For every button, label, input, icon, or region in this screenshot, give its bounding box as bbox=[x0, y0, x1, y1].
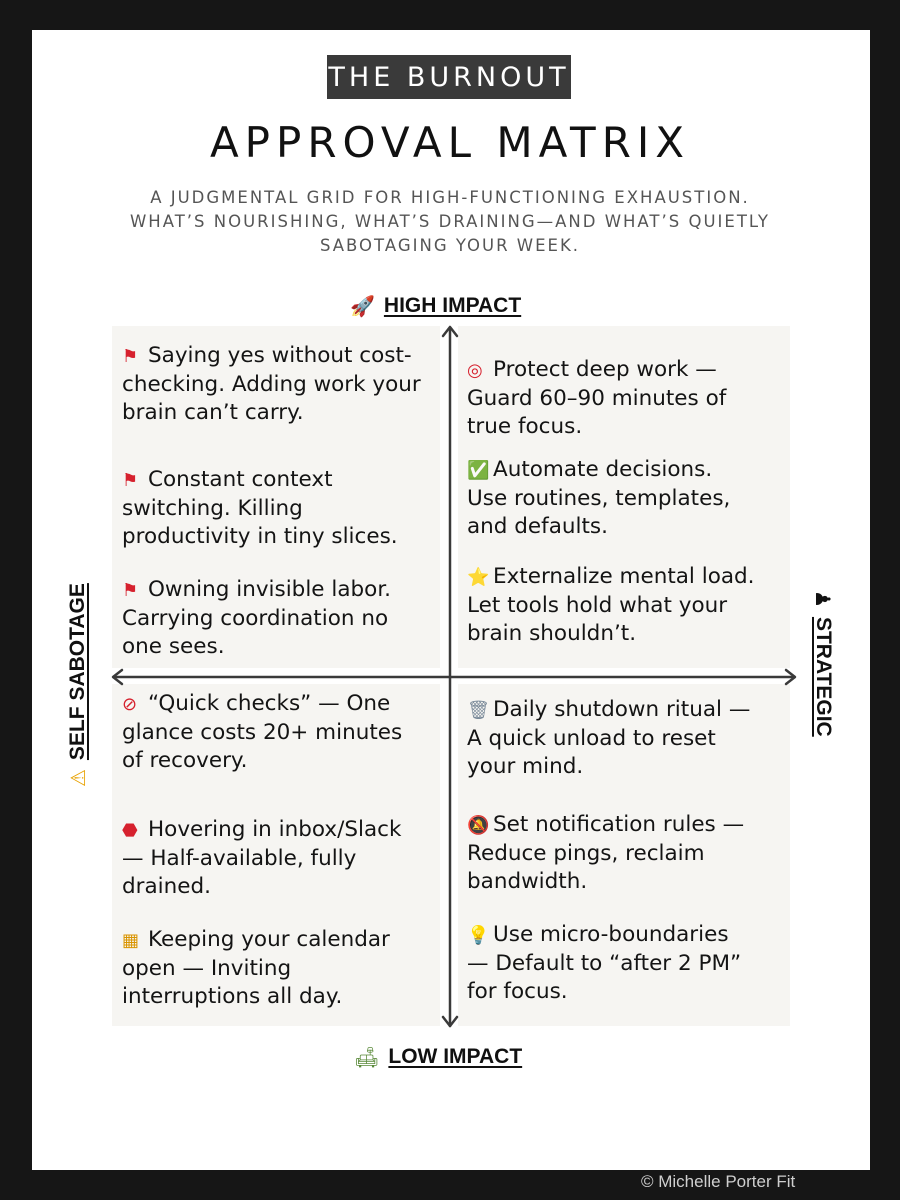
item-line: drained. bbox=[122, 874, 211, 899]
item-line: Use routines, templates, bbox=[467, 486, 731, 511]
rocket-icon: 🚀 bbox=[350, 294, 375, 318]
item-line: glance costs 20+ minutes bbox=[122, 720, 403, 745]
item-line: “Quick checks” — One bbox=[148, 691, 391, 716]
red-flag-icon: ⚑ bbox=[122, 580, 139, 601]
item-line: brain can’t carry. bbox=[122, 400, 304, 425]
star-icon: ⭐ bbox=[467, 567, 490, 588]
list-item bbox=[122, 576, 391, 661]
list-item bbox=[122, 926, 390, 1011]
item-line: true focus. bbox=[467, 414, 583, 439]
item-line: open — Inviting bbox=[122, 956, 292, 981]
check-icon: ✅ bbox=[467, 460, 490, 481]
list-item bbox=[467, 356, 726, 441]
lightbulb-icon: 💡 bbox=[467, 925, 490, 946]
item-line: Daily shutdown ritual — bbox=[493, 697, 751, 722]
item-line: Keeping your calendar bbox=[148, 927, 390, 952]
stop-sign-icon: ⬣ bbox=[122, 820, 138, 841]
list-item bbox=[467, 563, 755, 648]
list-item bbox=[122, 690, 402, 775]
title-badge-text: THE BURNOUT bbox=[328, 61, 570, 93]
item-line: A quick unload to reset bbox=[467, 726, 716, 751]
item-line: Set notification rules — bbox=[493, 812, 745, 837]
item-line: switching. Killing bbox=[122, 496, 303, 521]
subtitle-line: A JUDGMENTAL GRID FOR HIGH-FUNCTIONING EXHAUSTION. bbox=[150, 188, 750, 207]
list-item bbox=[122, 816, 401, 901]
warning-icon: ⚠ bbox=[66, 769, 90, 787]
item-line: Protect deep work — bbox=[493, 357, 717, 382]
chess-pawn-icon: ♟ bbox=[811, 590, 835, 608]
muted-bell-icon: 🔕 bbox=[467, 815, 490, 836]
item-line: Hovering in inbox/Slack bbox=[148, 817, 402, 842]
item-line: Owning invisible labor. bbox=[148, 577, 392, 602]
item-line: — Default to “after 2 PM” bbox=[467, 951, 742, 976]
wastebasket-icon: 🗑 bbox=[467, 700, 490, 721]
item-line: and defaults. bbox=[467, 514, 608, 539]
target-icon: ◎ bbox=[467, 360, 483, 381]
list-item bbox=[467, 696, 750, 781]
subtitle-line: WHAT’S NOURISHING, WHAT’S DRAINING—AND WHAT’S QUIETLY bbox=[129, 212, 770, 231]
item-line: Guard 60–90 minutes of bbox=[467, 386, 727, 411]
item-line: productivity in tiny slices. bbox=[122, 524, 398, 549]
construction-icon: ▦ bbox=[122, 930, 140, 951]
item-line: Saying yes without cost- bbox=[148, 343, 412, 368]
list-item bbox=[467, 811, 744, 896]
item-line: Externalize mental load. bbox=[493, 564, 755, 589]
list-item bbox=[122, 466, 398, 551]
axis-right-text: STRATEGIC bbox=[812, 616, 835, 737]
item-line: Let tools hold what your bbox=[467, 593, 728, 618]
page-title: APPROVAL MATRIX bbox=[209, 118, 691, 167]
item-line: Constant context bbox=[148, 467, 333, 492]
item-line: Automate decisions. bbox=[493, 457, 713, 482]
couch-icon: 🛋 bbox=[354, 1045, 380, 1069]
item-line: bandwidth. bbox=[467, 869, 588, 894]
list-item bbox=[122, 342, 421, 427]
item-line: for focus. bbox=[467, 979, 568, 1004]
item-line: Use micro-boundaries bbox=[493, 922, 729, 947]
axis-top-text: HIGH IMPACT bbox=[383, 294, 522, 317]
red-flag-icon: ⚑ bbox=[122, 346, 139, 367]
list-item bbox=[467, 921, 741, 1006]
item-line: interruptions all day. bbox=[122, 984, 343, 1009]
item-line: Reduce pings, reclaim bbox=[467, 841, 705, 866]
item-line: your mind. bbox=[467, 754, 584, 779]
copyright-footer: © Michelle Porter Fit bbox=[641, 1172, 796, 1191]
subtitle-line: SABOTAGING YOUR WEEK. bbox=[319, 236, 581, 255]
axis-bottom-text: LOW IMPACT bbox=[388, 1045, 523, 1068]
list-item bbox=[467, 456, 730, 541]
item-line: checking. Adding work your bbox=[122, 372, 421, 397]
item-line: — Half-available, fully bbox=[122, 846, 357, 871]
item-line: of recovery. bbox=[122, 748, 248, 773]
prohibited-icon: ⊘ bbox=[122, 694, 138, 715]
item-line: one sees. bbox=[122, 634, 225, 659]
red-flag-icon: ⚑ bbox=[122, 470, 139, 491]
item-line: brain shouldn’t. bbox=[467, 621, 637, 646]
item-line: Carrying coordination no bbox=[122, 606, 389, 631]
axis-left-text: SELF SABOTAGE bbox=[66, 583, 89, 761]
